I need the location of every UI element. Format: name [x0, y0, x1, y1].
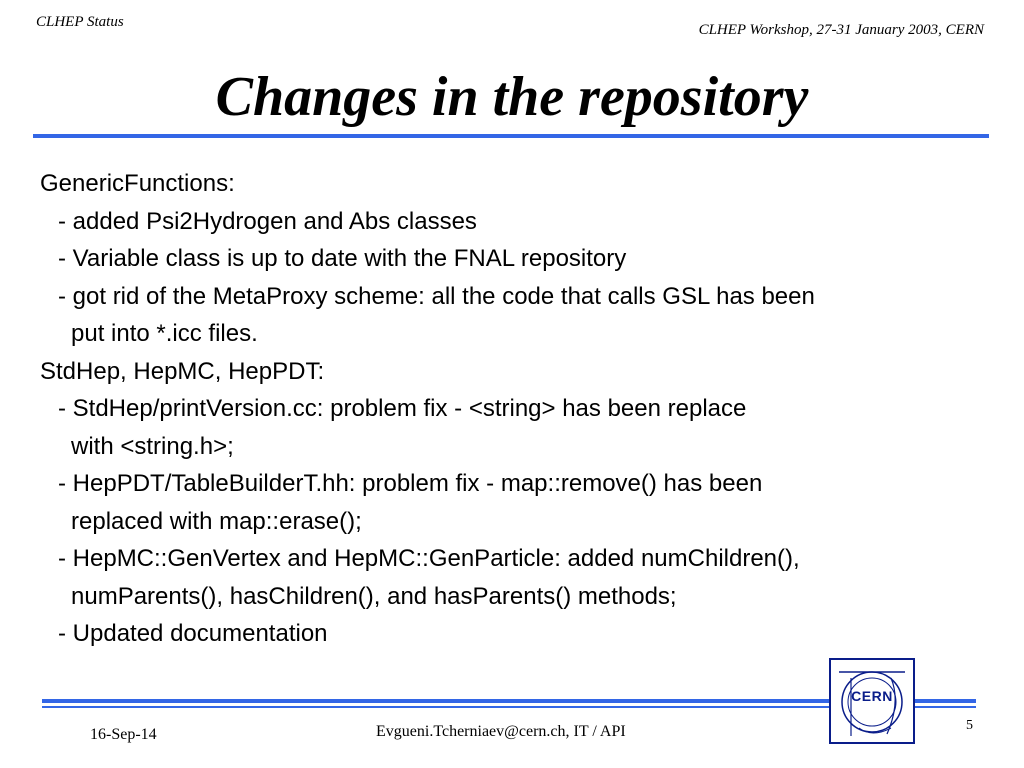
- header-right-label: CLHEP Workshop, 27-31 January 2003, CERN: [698, 22, 984, 38]
- body-line: - added Psi2Hydrogen and Abs classes: [58, 207, 477, 235]
- cern-logo: [829, 658, 915, 744]
- title-divider: [33, 134, 989, 138]
- body-line: StdHep, HepMC, HepPDT:: [40, 357, 325, 385]
- header-left-label: CLHEP Status: [36, 14, 124, 30]
- body-line: with <string.h>;: [71, 432, 234, 460]
- body-line: - got rid of the MetaProxy scheme: all the code that calls GSL has been: [58, 282, 815, 310]
- footer-author: Evgueni.Tcherniaev@cern.ch, IT / API: [376, 723, 626, 740]
- body-line: - HepMC::GenVertex and HepMC::GenParticle: added numChildren(),: [58, 545, 800, 572]
- body-line: GenericFunctions:: [40, 170, 235, 197]
- body-line: - Variable class is up to date with the FNAL repository: [58, 245, 627, 272]
- body-line: - HepPDT/TableBuilderT.hh: problem fix - map::remove() has been: [58, 470, 763, 497]
- cern-logo-text: CERN: [851, 688, 893, 704]
- page-number: 5: [966, 718, 973, 733]
- body-line: - StdHep/printVersion.cc: problem fix - <string> has been replace: [58, 395, 747, 422]
- slide-title: Changes in the repository: [215, 66, 809, 128]
- body-line: - Updated documentation: [58, 620, 328, 647]
- footer-date: 16-Sep-14: [90, 726, 157, 743]
- body-line: put into *.icc files.: [71, 320, 258, 347]
- body-line: numParents(), hasChildren(), and hasParents() methods;: [71, 582, 677, 610]
- slide-body: [40, 165, 1000, 653]
- body-line: replaced with map::erase();: [71, 507, 362, 535]
